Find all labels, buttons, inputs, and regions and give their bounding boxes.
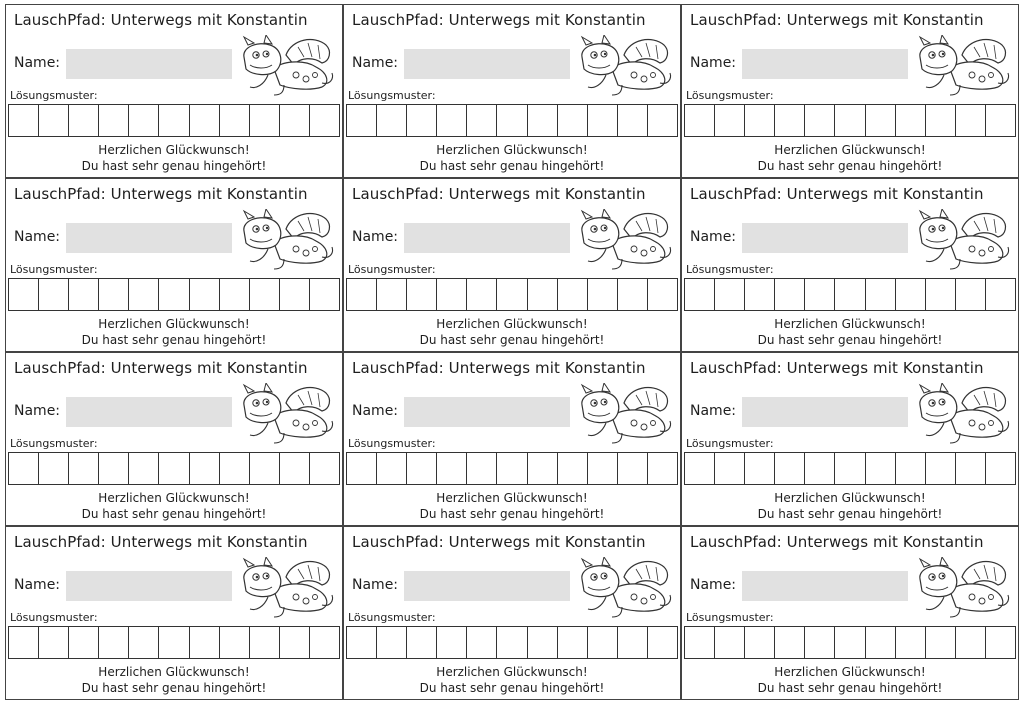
solution-box[interactable] bbox=[407, 105, 437, 136]
solution-box[interactable] bbox=[745, 279, 775, 310]
congrats-text bbox=[344, 142, 680, 174]
award-card bbox=[5, 526, 343, 700]
solution-box[interactable] bbox=[280, 105, 310, 136]
solution-box[interactable] bbox=[835, 279, 865, 310]
solution-boxes bbox=[8, 452, 340, 485]
solution-pattern-label: Lösungsmuster: bbox=[10, 437, 98, 450]
solution-box[interactable] bbox=[926, 453, 956, 484]
name-label: Name: bbox=[352, 229, 399, 245]
dragon-mascot-icon bbox=[910, 383, 1012, 445]
solution-box[interactable] bbox=[437, 279, 467, 310]
solution-pattern-label: Lösungsmuster: bbox=[686, 89, 774, 102]
congrats-text bbox=[6, 142, 342, 174]
solution-box[interactable] bbox=[986, 105, 1015, 136]
solution-box[interactable] bbox=[956, 105, 986, 136]
solution-box[interactable] bbox=[310, 627, 339, 658]
name-field[interactable] bbox=[404, 223, 570, 253]
solution-box[interactable] bbox=[528, 627, 558, 658]
dragon-mascot-icon bbox=[234, 209, 336, 271]
solution-box[interactable] bbox=[926, 627, 956, 658]
solution-box[interactable] bbox=[9, 627, 39, 658]
solution-box[interactable] bbox=[39, 279, 69, 310]
solution-boxes bbox=[8, 278, 340, 311]
solution-box[interactable] bbox=[220, 627, 250, 658]
solution-box[interactable] bbox=[805, 453, 835, 484]
solution-pattern-label: Lösungsmuster: bbox=[348, 611, 436, 624]
solution-box[interactable] bbox=[745, 105, 775, 136]
solution-box[interactable] bbox=[956, 279, 986, 310]
solution-box[interactable] bbox=[648, 627, 677, 658]
solution-box[interactable] bbox=[377, 279, 407, 310]
congrats-line-2: Du hast sehr genau hingehört! bbox=[81, 507, 267, 521]
solution-box[interactable] bbox=[685, 453, 715, 484]
solution-box[interactable] bbox=[558, 105, 588, 136]
congrats-line-2: Du hast sehr genau hingehört! bbox=[81, 681, 267, 695]
solution-box[interactable] bbox=[805, 279, 835, 310]
solution-boxes bbox=[346, 452, 678, 485]
congrats-text bbox=[6, 490, 342, 522]
solution-box[interactable] bbox=[99, 627, 129, 658]
solution-box[interactable] bbox=[745, 453, 775, 484]
solution-box[interactable] bbox=[866, 627, 896, 658]
congrats-text bbox=[682, 142, 1018, 174]
solution-box[interactable] bbox=[956, 453, 986, 484]
solution-box[interactable] bbox=[896, 453, 926, 484]
name-field[interactable] bbox=[742, 49, 908, 79]
dragon-mascot-icon bbox=[572, 209, 674, 271]
solution-pattern-label: Lösungsmuster: bbox=[348, 263, 436, 276]
solution-box[interactable] bbox=[835, 627, 865, 658]
solution-box[interactable] bbox=[129, 627, 159, 658]
solution-box[interactable] bbox=[558, 627, 588, 658]
dragon-mascot-icon bbox=[234, 35, 336, 97]
solution-box[interactable] bbox=[280, 627, 310, 658]
dragon-mascot-icon bbox=[234, 557, 336, 619]
solution-box[interactable] bbox=[866, 453, 896, 484]
solution-box[interactable] bbox=[775, 627, 805, 658]
solution-boxes bbox=[346, 104, 678, 137]
solution-boxes bbox=[684, 278, 1016, 311]
solution-box[interactable] bbox=[190, 105, 220, 136]
name-label: Name: bbox=[352, 55, 399, 71]
solution-boxes bbox=[684, 104, 1016, 137]
solution-box[interactable] bbox=[220, 279, 250, 310]
solution-box[interactable] bbox=[129, 453, 159, 484]
dragon-mascot-icon bbox=[572, 557, 674, 619]
solution-box[interactable] bbox=[497, 279, 527, 310]
solution-box[interactable] bbox=[715, 627, 745, 658]
solution-box[interactable] bbox=[648, 105, 677, 136]
solution-box[interactable] bbox=[310, 453, 339, 484]
card-title: LauschPfad: Unterwegs mit Konstantin bbox=[14, 11, 308, 29]
solution-box[interactable] bbox=[159, 627, 189, 658]
solution-box[interactable] bbox=[715, 453, 745, 484]
solution-box[interactable] bbox=[618, 279, 648, 310]
name-label: Name: bbox=[352, 403, 399, 419]
solution-box[interactable] bbox=[467, 453, 497, 484]
card-title: LauschPfad: Unterwegs mit Konstantin bbox=[14, 359, 308, 377]
solution-box[interactable] bbox=[896, 627, 926, 658]
solution-box[interactable] bbox=[377, 627, 407, 658]
congrats-line-1: Herzlichen Glückwunsch! bbox=[436, 317, 588, 331]
solution-box[interactable] bbox=[805, 627, 835, 658]
solution-pattern-label: Lösungsmuster: bbox=[348, 89, 436, 102]
congrats-line-2: Du hast sehr genau hingehört! bbox=[757, 333, 943, 347]
solution-box[interactable] bbox=[467, 279, 497, 310]
solution-box[interactable] bbox=[986, 453, 1015, 484]
solution-box[interactable] bbox=[528, 105, 558, 136]
solution-box[interactable] bbox=[835, 453, 865, 484]
solution-boxes bbox=[8, 104, 340, 137]
congrats-line-2: Du hast sehr genau hingehört! bbox=[81, 159, 267, 173]
solution-box[interactable] bbox=[648, 453, 677, 484]
dragon-mascot-icon bbox=[572, 35, 674, 97]
congrats-text bbox=[6, 316, 342, 348]
solution-box[interactable] bbox=[467, 627, 497, 658]
solution-boxes bbox=[8, 626, 340, 659]
name-label: Name: bbox=[14, 577, 61, 593]
award-card bbox=[343, 352, 681, 526]
solution-box[interactable] bbox=[437, 105, 467, 136]
congrats-line-1: Herzlichen Glückwunsch! bbox=[436, 491, 588, 505]
solution-box[interactable] bbox=[250, 627, 280, 658]
solution-boxes bbox=[346, 626, 678, 659]
solution-box[interactable] bbox=[220, 453, 250, 484]
congrats-line-2: Du hast sehr genau hingehört! bbox=[81, 333, 267, 347]
name-label: Name: bbox=[690, 403, 737, 419]
solution-box[interactable] bbox=[190, 627, 220, 658]
solution-box[interactable] bbox=[588, 279, 618, 310]
name-label: Name: bbox=[14, 403, 61, 419]
award-card bbox=[5, 178, 343, 352]
solution-box[interactable] bbox=[775, 279, 805, 310]
solution-box[interactable] bbox=[588, 453, 618, 484]
solution-box[interactable] bbox=[69, 453, 99, 484]
dragon-mascot-icon bbox=[572, 383, 674, 445]
solution-pattern-label: Lösungsmuster: bbox=[10, 611, 98, 624]
card-title: LauschPfad: Unterwegs mit Konstantin bbox=[690, 185, 984, 203]
congrats-line-2: Du hast sehr genau hingehört! bbox=[757, 507, 943, 521]
congrats-text bbox=[682, 664, 1018, 696]
solution-box[interactable] bbox=[715, 105, 745, 136]
congrats-text bbox=[344, 664, 680, 696]
name-label: Name: bbox=[14, 229, 61, 245]
solution-box[interactable] bbox=[528, 279, 558, 310]
solution-box[interactable] bbox=[528, 453, 558, 484]
card-title: LauschPfad: Unterwegs mit Konstantin bbox=[352, 359, 646, 377]
solution-box[interactable] bbox=[250, 279, 280, 310]
solution-box[interactable] bbox=[129, 279, 159, 310]
solution-box[interactable] bbox=[99, 105, 129, 136]
solution-box[interactable] bbox=[685, 627, 715, 658]
name-label: Name: bbox=[14, 55, 61, 71]
solution-box[interactable] bbox=[310, 279, 339, 310]
card-title: LauschPfad: Unterwegs mit Konstantin bbox=[690, 11, 984, 29]
solution-box[interactable] bbox=[986, 279, 1015, 310]
name-field[interactable] bbox=[66, 49, 232, 79]
award-card bbox=[343, 526, 681, 700]
solution-box[interactable] bbox=[648, 279, 677, 310]
congrats-line-2: Du hast sehr genau hingehört! bbox=[419, 333, 605, 347]
name-field[interactable] bbox=[404, 49, 570, 79]
dragon-mascot-icon bbox=[910, 35, 1012, 97]
solution-box[interactable] bbox=[280, 453, 310, 484]
solution-box[interactable] bbox=[775, 453, 805, 484]
congrats-line-1: Herzlichen Glückwunsch! bbox=[774, 665, 926, 679]
solution-box[interactable] bbox=[69, 279, 99, 310]
solution-box[interactable] bbox=[99, 279, 129, 310]
dragon-mascot-icon bbox=[910, 209, 1012, 271]
solution-pattern-label: Lösungsmuster: bbox=[10, 263, 98, 276]
name-field[interactable] bbox=[66, 571, 232, 601]
solution-box[interactable] bbox=[715, 279, 745, 310]
solution-box[interactable] bbox=[588, 105, 618, 136]
solution-box[interactable] bbox=[9, 453, 39, 484]
congrats-line-1: Herzlichen Glückwunsch! bbox=[98, 143, 250, 157]
solution-box[interactable] bbox=[407, 627, 437, 658]
solution-box[interactable] bbox=[347, 453, 377, 484]
solution-box[interactable] bbox=[835, 105, 865, 136]
congrats-line-2: Du hast sehr genau hingehört! bbox=[419, 507, 605, 521]
award-card bbox=[5, 352, 343, 526]
dragon-mascot-icon bbox=[234, 383, 336, 445]
congrats-line-1: Herzlichen Glückwunsch! bbox=[98, 317, 250, 331]
congrats-line-1: Herzlichen Glückwunsch! bbox=[774, 491, 926, 505]
congrats-line-1: Herzlichen Glückwunsch! bbox=[98, 665, 250, 679]
solution-boxes bbox=[346, 278, 678, 311]
name-label: Name: bbox=[352, 577, 399, 593]
solution-box[interactable] bbox=[588, 627, 618, 658]
solution-box[interactable] bbox=[618, 627, 648, 658]
solution-box[interactable] bbox=[745, 627, 775, 658]
solution-box[interactable] bbox=[347, 105, 377, 136]
solution-pattern-label: Lösungsmuster: bbox=[686, 611, 774, 624]
congrats-line-2: Du hast sehr genau hingehört! bbox=[757, 681, 943, 695]
award-card bbox=[681, 526, 1019, 700]
solution-pattern-label: Lösungsmuster: bbox=[348, 437, 436, 450]
solution-box[interactable] bbox=[896, 105, 926, 136]
solution-box[interactable] bbox=[310, 105, 339, 136]
award-card bbox=[343, 4, 681, 178]
card-title: LauschPfad: Unterwegs mit Konstantin bbox=[352, 533, 646, 551]
card-title: LauschPfad: Unterwegs mit Konstantin bbox=[352, 185, 646, 203]
name-field[interactable] bbox=[742, 571, 908, 601]
card-title: LauschPfad: Unterwegs mit Konstantin bbox=[352, 11, 646, 29]
solution-box[interactable] bbox=[9, 279, 39, 310]
solution-box[interactable] bbox=[347, 279, 377, 310]
card-title: LauschPfad: Unterwegs mit Konstantin bbox=[14, 185, 308, 203]
name-field[interactable] bbox=[404, 571, 570, 601]
solution-box[interactable] bbox=[377, 453, 407, 484]
card-title: LauschPfad: Unterwegs mit Konstantin bbox=[14, 533, 308, 551]
name-field[interactable] bbox=[742, 397, 908, 427]
solution-box[interactable] bbox=[558, 279, 588, 310]
solution-box[interactable] bbox=[280, 279, 310, 310]
solution-box[interactable] bbox=[250, 453, 280, 484]
solution-box[interactable] bbox=[377, 105, 407, 136]
solution-box[interactable] bbox=[866, 105, 896, 136]
congrats-line-1: Herzlichen Glückwunsch! bbox=[436, 143, 588, 157]
solution-box[interactable] bbox=[685, 105, 715, 136]
solution-box[interactable] bbox=[618, 453, 648, 484]
dragon-mascot-icon bbox=[910, 557, 1012, 619]
congrats-text bbox=[344, 490, 680, 522]
solution-box[interactable] bbox=[407, 279, 437, 310]
solution-box[interactable] bbox=[558, 453, 588, 484]
solution-box[interactable] bbox=[407, 453, 437, 484]
congrats-line-1: Herzlichen Glückwunsch! bbox=[436, 665, 588, 679]
congrats-line-1: Herzlichen Glückwunsch! bbox=[98, 491, 250, 505]
congrats-line-2: Du hast sehr genau hingehört! bbox=[757, 159, 943, 173]
name-field[interactable] bbox=[742, 223, 908, 253]
name-field[interactable] bbox=[66, 397, 232, 427]
congrats-line-2: Du hast sehr genau hingehört! bbox=[419, 681, 605, 695]
award-card bbox=[681, 4, 1019, 178]
solution-box[interactable] bbox=[159, 279, 189, 310]
solution-boxes bbox=[684, 452, 1016, 485]
solution-box[interactable] bbox=[9, 105, 39, 136]
name-label: Name: bbox=[690, 577, 737, 593]
award-card bbox=[5, 4, 343, 178]
solution-box[interactable] bbox=[159, 453, 189, 484]
congrats-text bbox=[344, 316, 680, 348]
solution-box[interactable] bbox=[39, 453, 69, 484]
award-card bbox=[343, 178, 681, 352]
solution-boxes bbox=[684, 626, 1016, 659]
solution-box[interactable] bbox=[437, 453, 467, 484]
congrats-text bbox=[6, 664, 342, 696]
congrats-line-2: Du hast sehr genau hingehört! bbox=[419, 159, 605, 173]
solution-box[interactable] bbox=[99, 453, 129, 484]
solution-box[interactable] bbox=[926, 279, 956, 310]
solution-box[interactable] bbox=[190, 279, 220, 310]
solution-box[interactable] bbox=[39, 627, 69, 658]
solution-box[interactable] bbox=[347, 627, 377, 658]
congrats-text bbox=[682, 316, 1018, 348]
name-field[interactable] bbox=[404, 397, 570, 427]
solution-box[interactable] bbox=[159, 105, 189, 136]
name-label: Name: bbox=[690, 55, 737, 71]
solution-box[interactable] bbox=[685, 279, 715, 310]
solution-box[interactable] bbox=[250, 105, 280, 136]
solution-box[interactable] bbox=[775, 105, 805, 136]
solution-box[interactable] bbox=[39, 105, 69, 136]
solution-pattern-label: Lösungsmuster: bbox=[686, 437, 774, 450]
solution-box[interactable] bbox=[926, 105, 956, 136]
solution-box[interactable] bbox=[69, 627, 99, 658]
name-label: Name: bbox=[690, 229, 737, 245]
award-card bbox=[681, 178, 1019, 352]
solution-box[interactable] bbox=[986, 627, 1015, 658]
congrats-text bbox=[682, 490, 1018, 522]
solution-box[interactable] bbox=[69, 105, 99, 136]
solution-box[interactable] bbox=[805, 105, 835, 136]
congrats-line-1: Herzlichen Glückwunsch! bbox=[774, 317, 926, 331]
award-card bbox=[681, 352, 1019, 526]
solution-box[interactable] bbox=[467, 105, 497, 136]
solution-box[interactable] bbox=[497, 105, 527, 136]
solution-box[interactable] bbox=[220, 105, 250, 136]
solution-box[interactable] bbox=[866, 279, 896, 310]
card-title: LauschPfad: Unterwegs mit Konstantin bbox=[690, 359, 984, 377]
solution-box[interactable] bbox=[497, 453, 527, 484]
solution-box[interactable] bbox=[896, 279, 926, 310]
solution-pattern-label: Lösungsmuster: bbox=[686, 263, 774, 276]
solution-box[interactable] bbox=[956, 627, 986, 658]
solution-pattern-label: Lösungsmuster: bbox=[10, 89, 98, 102]
solution-box[interactable] bbox=[618, 105, 648, 136]
solution-box[interactable] bbox=[437, 627, 467, 658]
card-title: LauschPfad: Unterwegs mit Konstantin bbox=[690, 533, 984, 551]
congrats-line-1: Herzlichen Glückwunsch! bbox=[774, 143, 926, 157]
solution-box[interactable] bbox=[497, 627, 527, 658]
solution-box[interactable] bbox=[129, 105, 159, 136]
solution-box[interactable] bbox=[190, 453, 220, 484]
name-field[interactable] bbox=[66, 223, 232, 253]
